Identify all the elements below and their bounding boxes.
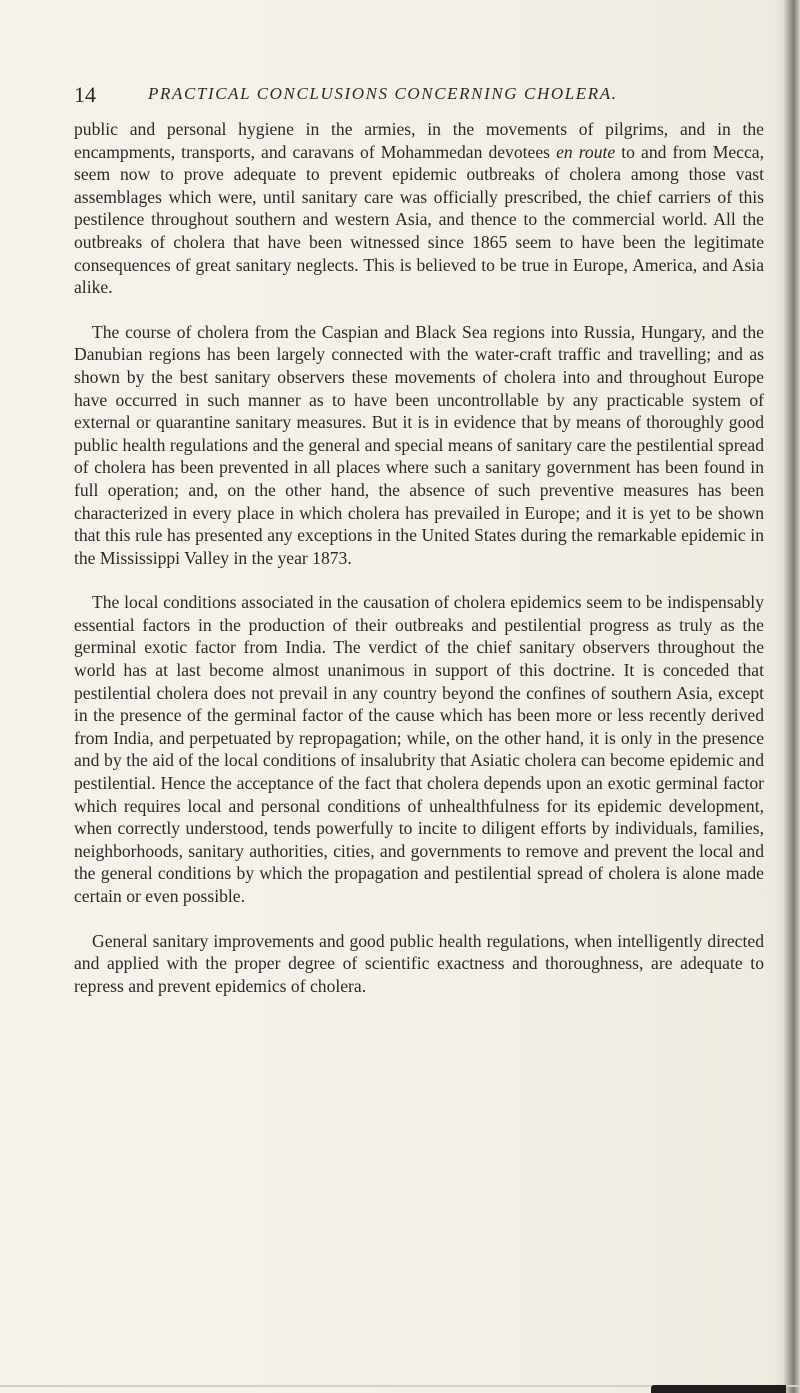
paragraph-2: The course of cholera from the Caspian and Black Sea regions into Russia, Hungary, and the Danubian regions has been largely connected with the water-craft traffic and travelling; and as shown by the best sanitary observers these movements of cholera into and throughout Europe have occurred in such manner as to have been uncontrollable by any practicable system of external or quarantine sanitary measures. But it is in evidence that by means of thoroughly good public health regulations and the general and special means of sanitary care the pestilential spread of cholera has been prevented in all places where such a sanitary government has been found in full operation; and, on the other hand, the absence of such preventive measures has been characterized in every place in which cholera has prevailed in Europe; and it is yet to be shown that this rule has presented any exceptions in the United States during the remarkable epidemic in the Mississippi Valley in the year 1873. [74,321,764,568]
paragraph-1-italic-phrase: en route [556,141,616,162]
running-title: PRACTICAL CONCLUSIONS CONCERNING CHOLERA. [148,84,618,103]
page-header [74,82,764,112]
paragraph-4: General sanitary improvements and good public health regulations, when intelligently directed and applied with the proper degree of scientific exactness and thoroughness, are adequate to repress and prevent epidemics of cholera. [74,930,764,996]
bottom-dark-edge [651,1385,786,1393]
paragraph-3: The local conditions associated in the causation of cholera epidemics seem to be indispensably essential factors in the production of their outbreaks and pestilential progress as truly as the germinal exotic factor from India. The verdict of the chief sanitary observers throughout the world has at last become almost unanimous in support of this doctrine. It is conceded that pestilential cholera does not prevail in any country beyond the confines of southern Asia, except in the presence of the germinal factor of the cause which has been more or less recently derived from India, and perpetuated by repropagation; while, on the other hand, it is only in the presence and by the aid of the local conditions of insalubrity that Asiatic cholera can become epidemic and pestilential. Hence the acceptance of the fact that cholera depends upon an exotic germinal factor which requires local and personal conditions of unhealthfulness for its epidemic development, when correctly understood, tends powerfully to incite to diligent efforts by individuals, families, neighborhoods, sanitary authorities, cities, and governments to remove and prevent the local and the general conditions by which the propagation and pestilential spread of cholera is alone made certain or even possible. [74,592,764,906]
page-body [74,118,764,1019]
paragraph-1 [74,118,764,299]
page-number: 14 [74,82,96,107]
paragraph-1-text-after: to and from Mecca, seem now to prove adequate to prevent epidemic outbreaks of cholera among those vast assemblages which were, until sanitary care was officially prescribed, the chief carriers of this pestilence throughout southern and western Asia, and thence to the commercial world. All the outbreaks of cholera that have been witnessed since 1865 seem to have been the legitimate consequences of great sanitary neglects. This is believed to be true in Europe, America, and Asia alike. [74,141,764,298]
binding-shadow [774,0,784,1393]
paragraph-1-text-before: public and personal hygiene in the armies, in the movements of pilgrims, and in the encampments, transports, and caravans of Mohammedan devotees [74,119,764,162]
book-binding-edge [784,0,800,1393]
